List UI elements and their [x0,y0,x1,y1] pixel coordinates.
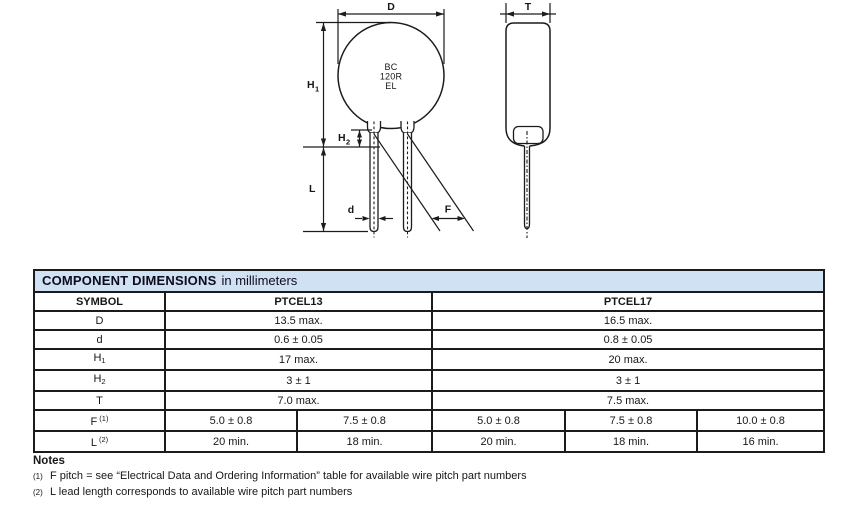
table-row-d [34,330,824,349]
value-cell: 0.8 ± 0.05 [432,330,824,349]
symbol-cell: d [34,330,165,349]
note-text-1: F pitch = see “Electrical Data and Ordering Information” table for available wire pitch part numbers [50,470,527,482]
table-row-D [34,311,824,330]
symbol-cell: $H_1$ [34,349,165,370]
symbol-cell: $H_2$ [34,370,165,391]
pitch-projection-line-right [408,134,474,231]
value-cell: 13.5 max. [165,311,432,330]
label-T: T [524,1,532,13]
value-cell: 7.5 ± 0.8 [565,410,697,431]
symbol-cell: D [34,311,165,330]
label-H1: H [307,79,315,91]
table-subtitle: in millimeters [221,273,298,288]
note-ref-1: (1) [33,472,43,481]
dim-F [432,216,466,221]
note-ref-2: (2) [33,487,43,497]
value-cell: 20 min. [165,431,297,452]
table-header-row [34,292,824,311]
table-row-T [34,391,824,410]
symbol-cell: T [34,391,165,410]
symbol-cell: L $^{(2)}$ [34,431,165,452]
value-cell: 5.0 ± 0.8 [165,410,297,431]
disc-marking-line3: EL [385,81,397,91]
note-item-1 [33,469,823,485]
label-F: F [444,203,452,216]
disc-marking-line1: BC [384,62,398,72]
label-D: D [387,1,395,13]
value-cell: 18 min. [297,431,432,452]
table-title-row [34,270,824,292]
note-item-2 [33,485,823,501]
value-cell: 16.5 max. [432,311,824,330]
side-view [500,3,556,238]
value-cell: 3 ± 1 [432,370,824,391]
label-L: L [309,183,316,195]
note-text-2: L lead length corresponds to available wire pitch part numbers [50,485,353,498]
label-H2: H [338,132,346,144]
table-row-H1 [34,349,824,370]
label-H2-sub: 2 [346,137,351,147]
symbol-cell: F $^{(1)}$ [34,410,165,431]
col-header-ptcel13: PTCEL13 [165,292,432,311]
table-row-H2 [34,370,824,391]
value-cell: 18 min. [565,431,697,452]
table-row-L [34,431,824,452]
value-cell: 7.5 max. [432,391,824,410]
col-header-symbol: SYMBOL [34,292,165,311]
side-crimp [514,127,544,144]
disc-marking-line2: 120R [379,71,403,82]
value-cell: 16 min. [697,431,824,452]
label-H1-sub: 1 [315,84,320,94]
value-cell: 3 ± 1 [165,370,432,391]
component-dimensions-table [33,269,825,453]
table-title: COMPONENT DIMENSIONS [42,273,217,288]
value-cell: 7.5 ± 0.8 [297,410,432,431]
table-title-cell [34,270,824,292]
value-cell: 5.0 ± 0.8 [432,410,565,431]
notes-heading: Notes [33,455,65,467]
label-d: d [347,204,355,216]
value-cell: 7.0 max. [165,391,432,410]
col-header-ptcel17: PTCEL17 [432,292,824,311]
notes-section [33,455,823,500]
value-cell: 10.0 ± 0.8 [697,410,824,431]
value-cell: 20 max. [432,349,824,370]
value-cell: 17 max. [165,349,432,370]
table-row-F [34,410,824,431]
value-cell: 20 min. [432,431,565,452]
side-lead [525,146,530,229]
value-cell: 0.6 ± 0.05 [165,330,432,349]
